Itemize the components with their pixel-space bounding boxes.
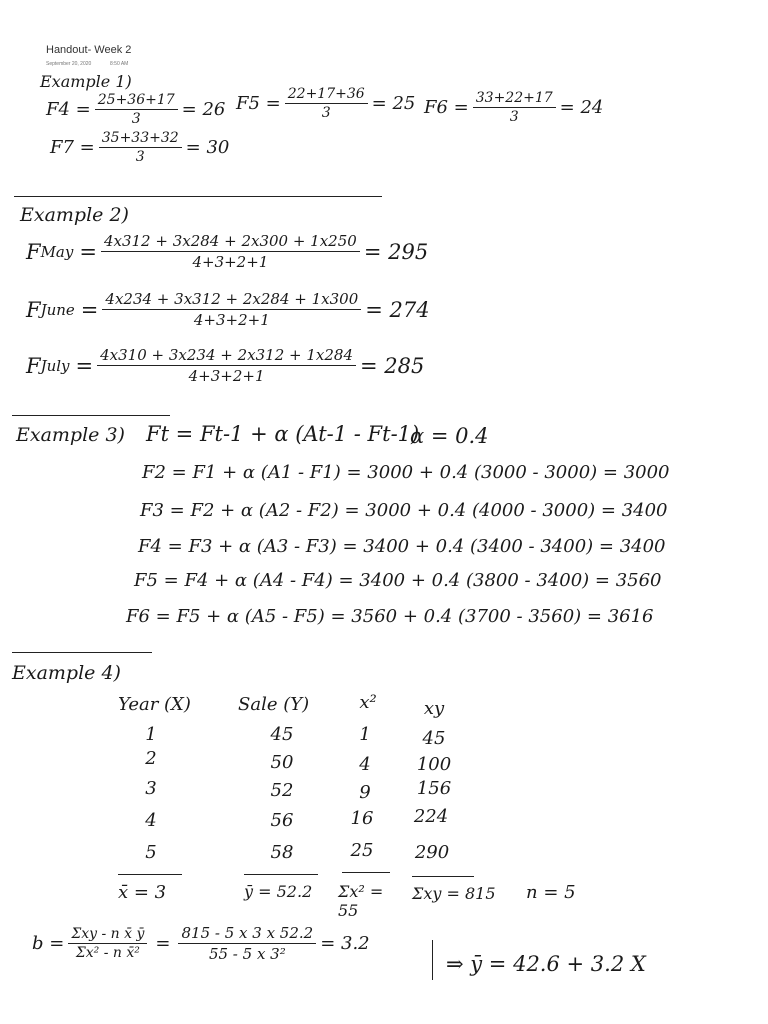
divider-3 — [12, 652, 152, 653]
june-result: = 274 — [365, 297, 430, 322]
col-header-year: Year (X) — [118, 694, 191, 715]
july-subscript: July — [40, 356, 70, 375]
f6-label: F6 = — [424, 97, 469, 118]
table-row-2-year: 2 — [145, 748, 157, 769]
divider-2 — [12, 415, 170, 416]
divider-1 — [14, 196, 382, 197]
example1-f5 — [236, 86, 415, 121]
table-row-2-sale: 50 — [270, 752, 294, 773]
underline-year — [118, 874, 182, 875]
table-row-2-xy: 100 — [416, 754, 452, 775]
f4-result: = 26 — [181, 99, 226, 120]
f6-numerator: 33+22+17 — [473, 90, 556, 108]
slope-label: b = — [32, 933, 65, 954]
total-ybar: ȳ = 52.2 — [244, 882, 313, 901]
june-numerator: 4x234 + 3x312 + 2x284 + 1x300 — [102, 290, 361, 310]
total-sumx2: Σx² = 55 — [338, 882, 384, 920]
table-row-3-year: 3 — [145, 778, 157, 799]
col-header-x2: x² — [359, 692, 377, 713]
example3-row-f6: F6 = F5 + α (A5 - F5) = 3560 + 0.4 (3700 - 3560) = 3616 — [126, 606, 654, 627]
table-row-5-year: 5 — [145, 842, 157, 863]
f6-result: = 24 — [559, 97, 604, 118]
f7-denominator: 3 — [135, 149, 145, 165]
col-header-sale: Sale (Y) — [238, 694, 310, 715]
example3-formula: Ft = Ft-1 + α (At-1 - Ft-1) — [146, 422, 420, 446]
table-row-1-year: 1 — [145, 724, 157, 745]
example2-june — [26, 290, 430, 329]
table-row-4-year: 4 — [145, 810, 157, 831]
f5-label: F5 = — [236, 93, 281, 114]
col-header-xy: xy — [423, 698, 445, 719]
table-row-1-x2: 1 — [359, 724, 371, 745]
slope-numerator-symbolic: Σxy - n x̄ ȳ — [68, 926, 147, 944]
total-xbar: x̄ = 3 — [118, 882, 167, 903]
may-result: = 295 — [363, 239, 429, 264]
f6-denominator: 3 — [509, 109, 519, 125]
f4-numerator: 25+36+17 — [95, 92, 178, 110]
table-row-4-sale: 56 — [270, 810, 294, 831]
slope-denominator-values: 55 - 5 x 3² — [208, 945, 286, 963]
total-n: n = 5 — [526, 882, 576, 903]
underline-x2 — [342, 872, 390, 873]
example3-row-f3: F3 = F2 + α (A2 - F2) = 3000 + 0.4 (4000 - 3000) = 3400 — [140, 500, 668, 521]
slope-formula: b = $\frac{\text{Σxy - n x̄ ȳ}}{\text{Σx² - n x̄²}}$ = $\frac{815 - 5 x 3 x 52.2}{\text{55 - 5 x 3²}}$ = 3.2 — [32, 924, 370, 963]
f4-label: F4 = — [46, 99, 91, 120]
may-label: F — [26, 239, 41, 264]
total-sumxy: Σxy = 815 — [412, 884, 496, 903]
example1-heading: Example 1) — [40, 72, 132, 91]
july-denominator: 4+3+2+1 — [188, 367, 265, 385]
f7-numerator: 35+33+32 — [99, 130, 182, 148]
page-title: Handout- Week 2 — [46, 44, 132, 56]
f7-label: F7 = — [50, 137, 95, 158]
regression-equation: ⇒ ȳ = 42.6 + 3.2 X — [446, 952, 646, 976]
example1-f7 — [50, 130, 229, 165]
page-date: September 20, 2020 — [46, 61, 92, 67]
table-row-5-xy: 290 — [414, 842, 450, 863]
table-row-5-sale: 58 — [270, 842, 294, 863]
june-denominator: 4+3+2+1 — [193, 311, 270, 329]
june-label: F — [26, 297, 41, 322]
july-equals: = — [75, 353, 94, 378]
example1-f4 — [46, 92, 225, 127]
f4-denominator: 3 — [131, 111, 141, 127]
example4-heading: Example 4) — [12, 662, 121, 684]
underline-sale — [244, 874, 318, 875]
table-row-4-x2: 16 — [350, 808, 374, 829]
table-row-3-sale: 52 — [270, 780, 294, 801]
table-row-4-xy: 224 — [413, 806, 449, 827]
july-result: = 285 — [360, 353, 425, 378]
example3-alpha: α = 0.4 — [410, 424, 489, 448]
f5-denominator: 3 — [321, 105, 331, 121]
example3-row-f5: F5 = F4 + α (A4 - F4) = 3400 + 0.4 (3800 - 3400) = 3560 — [134, 570, 662, 591]
example3-row-f4: F4 = F3 + α (A3 - F3) = 3400 + 0.4 (3400 - 3400) = 3400 — [138, 536, 666, 557]
example3-heading: Example 3) — [16, 424, 125, 446]
example1-f6 — [424, 90, 603, 125]
slope-result: = 3.2 — [320, 933, 370, 954]
july-numerator: 4x310 + 3x234 + 2x312 + 1x284 — [97, 346, 356, 366]
slope-numerator-values: 815 - 5 x 3 x 52.2 — [178, 924, 316, 944]
f7-result: = 30 — [185, 137, 230, 158]
june-subscript: June — [40, 300, 75, 319]
f5-numerator: 22+17+36 — [285, 86, 368, 104]
may-denominator: 4+3+2+1 — [192, 253, 269, 271]
underline-xy — [412, 876, 474, 877]
example2-july — [26, 346, 424, 385]
example2-may — [26, 232, 428, 271]
table-row-3-x2: 9 — [359, 782, 371, 803]
may-equals: = — [79, 239, 97, 264]
june-equals: = — [80, 297, 99, 322]
table-row-2-x2: 4 — [359, 754, 371, 775]
bracket-mark — [432, 940, 439, 980]
table-row-3-xy: 156 — [416, 778, 452, 799]
july-label: F — [26, 353, 41, 378]
example3-row-f2: F2 = F1 + α (A1 - F1) = 3000 + 0.4 (3000 - 3000) = 3000 — [142, 462, 670, 483]
example2-heading: Example 2) — [20, 204, 129, 226]
table-row-1-xy: 45 — [422, 728, 446, 749]
slope-denominator-symbolic: Σx² - n x̄² — [75, 945, 140, 961]
may-subscript: May — [40, 242, 74, 261]
table-row-1-sale: 45 — [270, 724, 294, 745]
f5-result: = 25 — [371, 93, 416, 114]
page-time: 8:50 AM — [110, 61, 129, 67]
may-numerator: 4x312 + 3x284 + 2x300 + 1x250 — [101, 232, 360, 252]
table-row-5-x2: 25 — [350, 840, 374, 861]
